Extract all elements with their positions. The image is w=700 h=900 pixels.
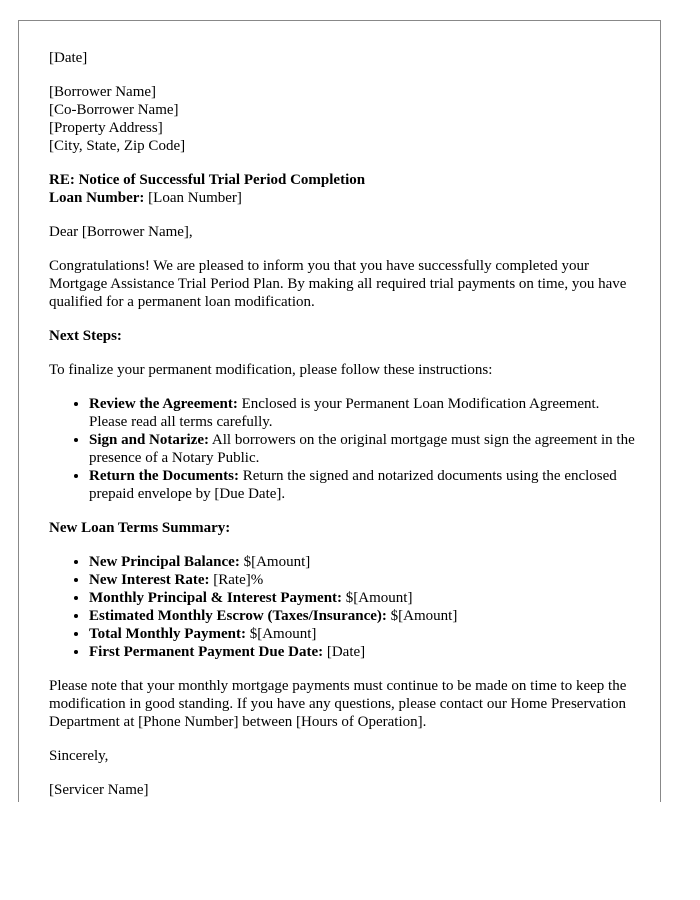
step-text: Enclosed is your Permanent Loan Modification Agreement. Please read all terms carefully. [89,396,600,430]
letter-date: [Date] [49,50,88,66]
term-value: $[Amount] [239,554,311,570]
term-label: First Permanent Payment Due Date: [89,644,324,660]
intro-paragraph: Congratulations! We are pleased to inform you that you have successfully completed your Mortgage Assistance Trial Period Plan. By making all required trial payments on time, you have qualified for a permanent loan modification. [49,258,627,310]
term-item [89,643,639,661]
re-block [49,171,639,207]
step-text: All borrowers on the original mortgage must sign the agreement in the presence of a Notary Public. [89,432,635,466]
step-item [89,467,639,503]
terms-list [49,553,639,661]
servicer-name: [Servicer Name] [49,782,149,798]
term-value: [Rate]% [209,572,264,588]
term-value: $[Amount] [386,608,458,624]
letter-body [49,49,639,802]
step-label: Return the Documents: [89,468,239,484]
loan-number-value: [Loan Number] [144,190,242,206]
term-item [89,571,639,589]
step-item [89,431,639,467]
instructions-intro: To finalize your permanent modification, please follow these instructions: [49,362,493,378]
co-borrower-name: [Co-Borrower Name] [49,102,179,118]
borrower-name: [Borrower Name] [49,84,157,100]
term-item [89,553,639,571]
term-label: Estimated Monthly Escrow (Taxes/Insurance): [89,608,387,624]
loan-number-line [49,189,639,207]
term-item [89,607,639,625]
term-label: Monthly Principal & Interest Payment: [89,590,343,606]
next-steps-heading [49,327,639,345]
term-label: New Principal Balance: [89,554,240,570]
steps-list [49,395,639,503]
term-item [89,625,639,643]
step-item [89,395,639,431]
step-text: Return the signed and notarized documents using the enclosed prepaid envelope by [Due Date]. [89,468,617,502]
sign-off: Sincerely, [49,748,109,764]
term-label: Total Monthly Payment: [89,626,246,642]
property-address: [Property Address] [49,120,163,136]
re-line-text: RE: Notice of Successful Trial Period Completion [49,172,366,188]
re-line [49,171,639,189]
term-value: $[Amount] [342,590,413,606]
term-item [89,589,639,607]
closing-note: Please note that your monthly mortgage payments must continue to be made on time to keep the modification in good standing. If you have any questions, please contact our Home Preservation Department at [Phone Number] between [Hours of Operation]. [49,678,627,730]
next-steps-heading-text: Next Steps: [49,328,122,344]
letter-page [18,20,661,802]
step-label: Sign and Notarize: [89,432,209,448]
step-label: Review the Agreement: [89,396,238,412]
recipient-address [49,83,639,155]
loan-number-label: Loan Number: [49,190,145,206]
term-label: New Interest Rate: [89,572,210,588]
term-value: $[Amount] [245,626,317,642]
terms-heading [49,519,639,537]
terms-heading-text: New Loan Terms Summary: [49,520,231,536]
salutation: Dear [Borrower Name], [49,224,193,240]
term-value: [Date] [323,644,366,660]
city-state-zip: [City, State, Zip Code] [49,138,186,154]
